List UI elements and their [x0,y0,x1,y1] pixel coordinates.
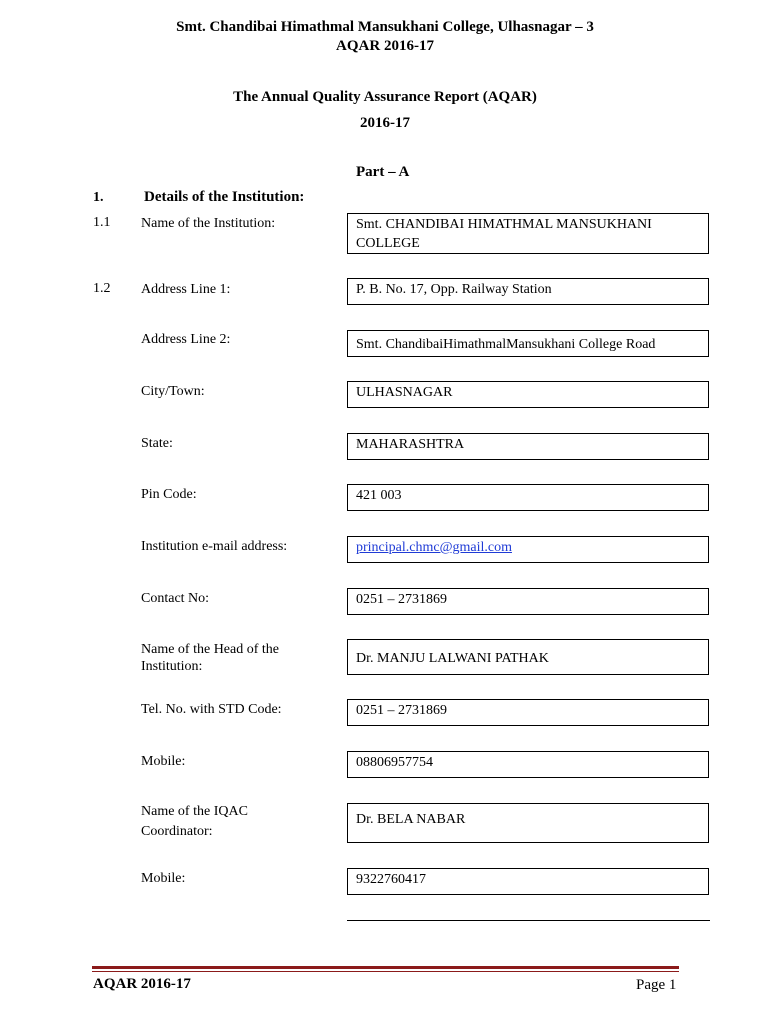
iqac-mobile-label: Mobile: [141,871,186,886]
section-title: Details of the Institution: [144,189,305,205]
institution-name-field: Smt. CHANDIBAI HIMATHMAL MANSUKHANI COLLEGE [347,213,709,254]
contact-no-label: Contact No: [141,591,210,606]
institution-name-label: Name of the Institution: [141,216,276,231]
footer-rule-thick [92,966,679,969]
state-field: MAHARASHTRA [347,433,709,460]
footer-aqar: AQAR 2016-17 [93,976,191,992]
section-number: 1. [93,190,104,205]
part-heading: Part – A [356,164,410,180]
tel-std-field: 0251 – 2731869 [347,699,709,726]
iqac-coordinator-label: Name of the IQAC Coordinator: [141,804,248,839]
iqac-mobile-field: 9322760417 [347,868,709,895]
field-number-1-1: 1.1 [93,215,111,230]
email-field [347,536,709,563]
contact-no-field: 0251 – 2731869 [347,588,709,615]
city-town-field: ULHASNAGAR [347,381,709,408]
field-number-1-2: 1.2 [93,281,111,296]
report-title: The Annual Quality Assurance Report (AQAR) [233,89,537,105]
address-line-2-label: Address Line 2: [141,332,231,347]
head-of-institution-field: Dr. MANJU LALWANI PATHAK [347,639,709,675]
city-town-label: City/Town: [141,384,205,399]
address-line-1-field: P. B. No. 17, Opp. Railway Station [347,278,709,305]
report-year: 2016-17 [360,115,410,131]
header-college-name: Smt. Chandibai Himathmal Mansukhani College, Ulhasnagar – 3 [176,19,594,35]
email-label: Institution e-mail address: [141,539,288,554]
address-line-1-label: Address Line 1: [141,282,231,297]
mobile-field: 08806957754 [347,751,709,778]
mobile-label: Mobile: [141,754,186,769]
pin-code-field: 421 003 [347,484,709,511]
email-link[interactable]: principal.chmc@gmail.com [356,540,512,555]
header-aqar-year: AQAR 2016-17 [336,38,434,54]
iqac-coordinator-field: Dr. BELA NABAR [347,803,709,843]
head-of-institution-label: Name of the Head of the Institution: [141,642,279,674]
state-label: State: [141,436,173,451]
footer-rule-thin [92,971,679,972]
footer-page-number: Page 1 [636,977,677,993]
tel-std-label: Tel. No. with STD Code: [141,702,282,717]
blank-signature-line [347,920,710,921]
address-line-2-field: Smt. ChandibaiHimathmalMansukhani College Road [347,330,709,357]
pin-code-label: Pin Code: [141,487,197,502]
